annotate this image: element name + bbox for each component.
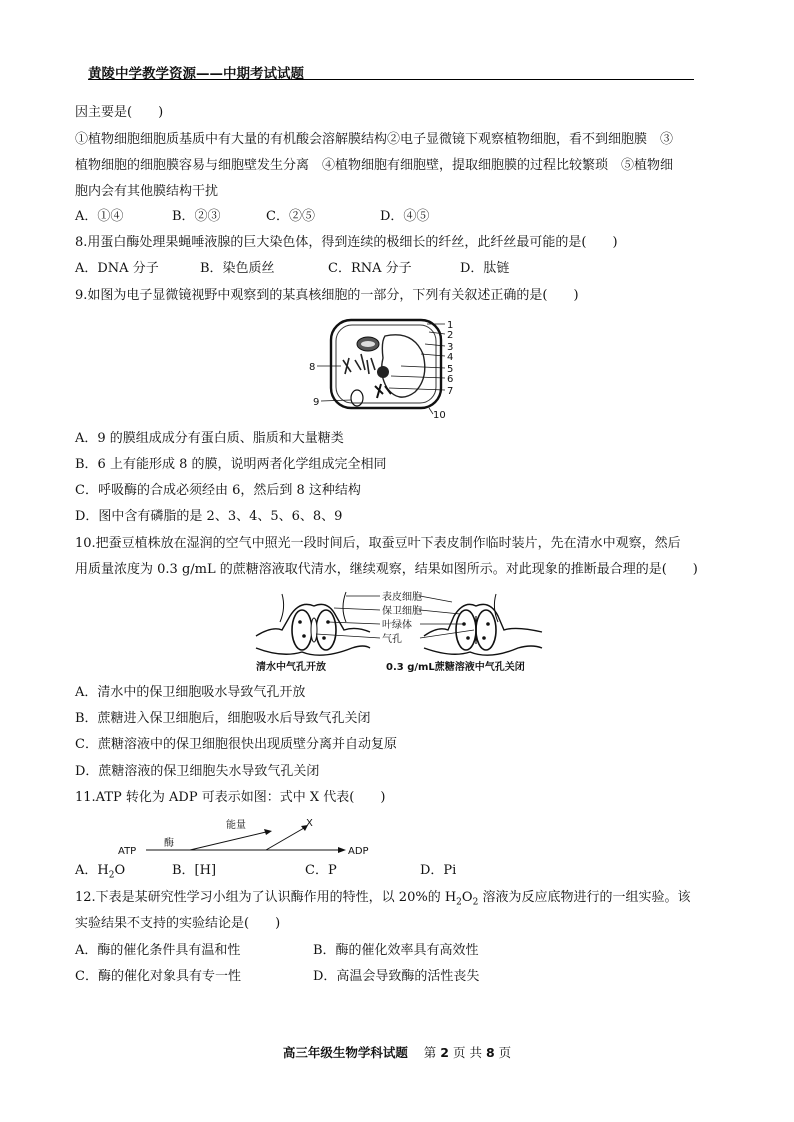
q12-sub-2: 2 (472, 897, 479, 908)
label-atp: ATP (118, 846, 137, 856)
label-guard-cell: 保卫细胞 (382, 606, 422, 617)
footer-mid: 页 共 (452, 1045, 482, 1060)
ribosome-cluster (377, 366, 389, 378)
q11-option-a (75, 862, 125, 885)
q9-option-c: C．呼吸酶的合成必须经由 6，然后到 8 这种结构 (75, 483, 361, 498)
q10-option-b: B．蔗糖进入保卫细胞后，细胞吸水后导致气孔关闭 (75, 711, 371, 726)
chloroplast-inner (361, 341, 375, 347)
label-8: 8 (309, 362, 316, 373)
page-footer (0, 1043, 794, 1061)
q11-stem: 11.ATP 转化为 ADP 可表示如图：式中 X 代表( ) (75, 790, 386, 805)
q12-option-c: C．酶的催化对象具有专一性 (75, 969, 241, 984)
q12-stem-line2: 实验结果不支持的实验结论是( ) (75, 916, 281, 931)
guard-cell-left-b (316, 610, 336, 650)
guard-cell-left-a (292, 610, 312, 650)
q12-stem-b: O (461, 890, 473, 905)
q8-option-d: D．肽链 (460, 261, 510, 276)
q10-option-a: A．清水中的保卫细胞吸水导致气孔开放 (75, 685, 306, 700)
q12-option-b: B．酶的催化效率具有高效性 (313, 943, 479, 958)
q9-stem: 9.如图为电子显微镜视野中观察到的某真核细胞的一部分，下列有关叙述正确的是( ) (75, 288, 579, 303)
label-chloroplast: 叶绿体 (382, 620, 412, 631)
guard-cell-right-b (476, 610, 496, 650)
q11-option-a-text: A．H (75, 863, 109, 878)
label-3: 3 (447, 342, 454, 353)
q12-option-a: A．酶的催化条件具有温和性 (75, 943, 241, 958)
q11-option-d: D．Pi (420, 863, 457, 878)
q8-option-b: B．染色质丝 (200, 261, 275, 276)
q11-reaction-diagram (116, 814, 376, 856)
q12-sub-1: 2 (456, 897, 462, 908)
label-adp: ADP (348, 846, 369, 856)
footer-total-pages: 8 (485, 1045, 495, 1060)
stoma-open (311, 618, 317, 642)
q9-option-a: A．9 的膜组成成分有蛋白质、脂质和大量糖类 (75, 431, 344, 446)
q11-option-b: B．[H] (172, 863, 217, 878)
mitochondrion (351, 390, 363, 406)
footer-pre: 第 (423, 1045, 437, 1060)
label-4: 4 (447, 352, 454, 363)
q12-stem-c: 溶液为反应底物进行的一组实验。该 (478, 890, 691, 905)
q11-option-a-tail: O (114, 863, 126, 878)
footer-subject: 高三年级生物学科试题 (282, 1045, 408, 1060)
q7-line2: 植物细胞的细胞膜容易与细胞壁发生分离 ④植物细胞有细胞壁，提取细胞膜的过程比较繁琐 ⑤植物细 (75, 158, 674, 173)
label-2: 2 (447, 330, 454, 341)
q7-option-d: D．④⑤ (380, 209, 430, 224)
q12-stem-line1 (75, 889, 725, 912)
q11-option-a-sub: 2 (108, 870, 115, 881)
endoplasmic-reticulum (343, 354, 375, 374)
footer-page-number: 2 (440, 1045, 449, 1060)
label-enzyme: 酶 (164, 838, 174, 849)
label-6: 6 (447, 374, 454, 385)
q7-line1: ①植物细胞细胞质基质中有大量的有机酸会溶解膜结构②电子显微镜下观察植物细胞，看不到细胞膜 ③ (75, 132, 674, 147)
label-5: 5 (447, 364, 454, 375)
q8-option-a: A．DNA 分子 (75, 261, 159, 276)
label-stoma: 气孔 (382, 634, 402, 645)
label-7: 7 (447, 386, 454, 397)
q10-stem-line2: 用质量浓度为 0.3 g/mL 的蔗糖溶液取代清水，继续观察，结果如图所示。对此现象的推断最合理的是( ) (75, 562, 698, 577)
q7-option-b: B．②③ (172, 209, 221, 224)
label-energy: 能量 (226, 820, 246, 831)
q12-option-d: D．高温会导致酶的活性丧失 (313, 969, 480, 984)
golgi (375, 384, 391, 398)
q9-option-b: B．6 上有能形成 8 的膜，说明两者化学组成完全相同 (75, 457, 387, 472)
q10-stem-line1: 10.把蚕豆植株放在湿润的空气中照光一段时间后，取蚕豆叶下表皮制作临时装片，先在清水中观察，然后 (75, 536, 681, 551)
label-x: X (306, 818, 313, 829)
label-1: 1 (447, 320, 454, 331)
cell-membrane (336, 325, 436, 403)
q7-option-a: A．①④ (75, 209, 124, 224)
q8-option-c: C．RNA 分子 (328, 261, 412, 276)
q7-stem-tail: 因主要是( ) (75, 105, 164, 120)
label-9: 9 (313, 397, 320, 408)
q12-stem-a: 12.下表是某研究性学习小组为了认识酶作用的特性，以 20%的 H (75, 890, 457, 905)
footer-post: 页 (498, 1045, 512, 1060)
q7-line3: 胞内会有其他膜结构干扰 (75, 184, 219, 199)
q10-stomata-diagram (252, 586, 552, 676)
q7-option-c: C．②⑤ (266, 209, 315, 224)
q9-cell-diagram (305, 314, 465, 420)
label-10: 10 (433, 410, 446, 420)
page-header: 黄陵中学教学资源——中期考试试题 (88, 62, 694, 80)
q9-option-d: D．图中含有磷脂的是 2、3、4、5、6、8、9 (75, 509, 343, 524)
label-epidermal-cell: 表皮细胞 (382, 592, 422, 603)
q10-option-c: C．蔗糖溶液中的保卫细胞很快出现质壁分离并自动复原 (75, 737, 397, 752)
q11-option-c: C．P (305, 863, 337, 878)
caption-sucrose: 0.3 g/mL蔗糖溶液中气孔关闭 (386, 662, 525, 673)
q10-option-d: D．蔗糖溶液的保卫细胞失水导致气孔关闭 (75, 764, 320, 779)
caption-water: 清水中气孔开放 (256, 662, 326, 673)
q8-stem: 8.用蛋白酶处理果蝇唾液腺的巨大染色体，得到连续的极细长的纤丝，此纤丝最可能的是( ) (75, 235, 618, 250)
